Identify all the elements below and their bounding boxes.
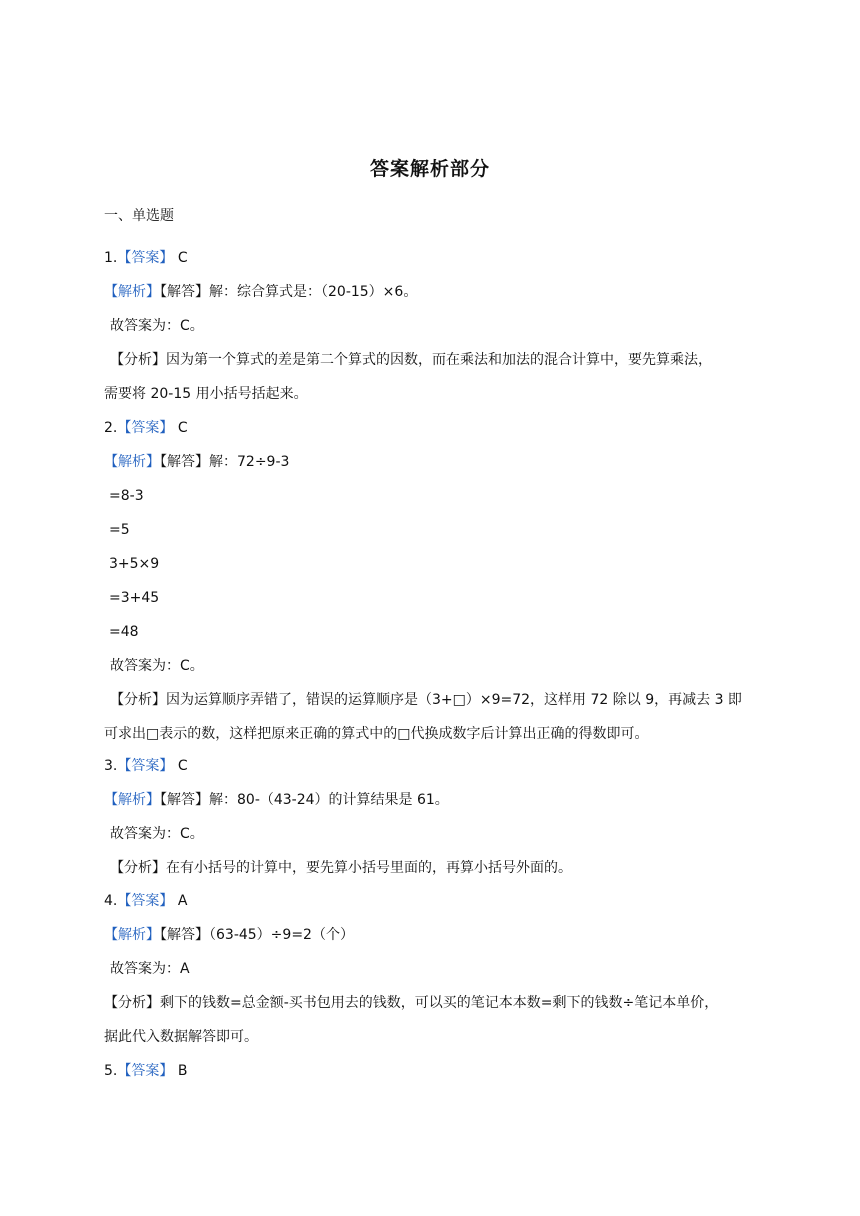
section-heading: 一、单选题 — [104, 208, 174, 224]
q4-fenxi-line-2: 据此代入数据解答即可。 — [104, 1029, 258, 1045]
q4-fenxi-line-1: 【分析】剩下的钱数=总金额-买书包用去的钱数，可以买的笔记本本数=剩下的钱数÷笔记本单价， — [104, 995, 719, 1011]
q2-step: =48 — [109, 624, 139, 640]
q2-step: 3+5×9 — [109, 556, 160, 572]
q4-jieda-text: 【解答】（63-45）÷9=2（个） — [160, 927, 354, 943]
q2-step: =8-3 — [109, 488, 144, 504]
q2-jieda-line — [104, 452, 289, 472]
q1-jieda-line — [104, 282, 417, 302]
q4-jieda-line — [104, 925, 354, 945]
q5-answer-tag: 【答案】 — [117, 1063, 174, 1079]
q1-answer-line — [104, 248, 188, 268]
q4-jiexi-tag: 【解析】 — [104, 927, 160, 943]
q1-answer-tag: 【答案】 — [117, 250, 174, 266]
q4-answer-line — [104, 891, 187, 911]
q3-conclusion: 故答案为：C。 — [110, 826, 204, 842]
q1-answer: C — [177, 250, 188, 266]
q1-jieda-text: 【解答】解：综合算式是：（20-15）×6。 — [160, 284, 418, 300]
q5-number: 5. — [104, 1063, 118, 1079]
q3-answer-line — [104, 756, 188, 776]
q2-jiexi-tag: 【解析】 — [104, 454, 160, 470]
q2-conclusion: 故答案为：C。 — [110, 658, 204, 674]
q1-jiexi-tag: 【解析】 — [104, 284, 160, 300]
q2-answer: C — [177, 420, 188, 436]
q2-fenxi-line-2: 可求出□表示的数，这样把原来正确的算式中的□代换成数字后计算出正确的得数即可。 — [104, 726, 649, 742]
q3-answer-tag: 【答案】 — [117, 758, 174, 774]
q4-conclusion: 故答案为：A — [110, 961, 190, 977]
q1-fenxi-line-1: 【分析】因为第一个算式的差是第二个算式的因数，而在乘法和加法的混合计算中，要先算乘法， — [110, 352, 712, 368]
q2-jieda-text: 【解答】解：72÷9-3 — [160, 454, 290, 470]
q3-fenxi-line-1: 【分析】在有小括号的计算中，要先算小括号里面的，再算小括号外面的。 — [110, 860, 572, 876]
q4-answer: A — [177, 893, 188, 909]
q4-answer-tag: 【答案】 — [117, 893, 174, 909]
page-title: 答案解析部分 — [369, 158, 490, 180]
q1-number: 1. — [104, 250, 118, 266]
q5-answer-line — [104, 1061, 187, 1081]
q3-number: 3. — [104, 758, 118, 774]
q2-step: =5 — [109, 522, 130, 538]
q4-number: 4. — [104, 893, 118, 909]
q2-fenxi-line-1: 【分析】因为运算顺序弄错了，错误的运算顺序是（3+□）×9=72，这样用 72 除以 9，再减去 3 即 — [110, 692, 742, 708]
q1-fenxi-line-2: 需要将 20-15 用小括号括起来。 — [104, 386, 308, 402]
q1-conclusion: 故答案为：C。 — [110, 318, 204, 334]
q3-jieda-line — [104, 790, 449, 810]
q2-step: =3+45 — [109, 590, 160, 606]
q2-answer-tag: 【答案】 — [117, 420, 174, 436]
q3-jiexi-tag: 【解析】 — [104, 792, 160, 808]
q2-answer-line — [104, 418, 188, 438]
q3-jieda-text: 【解答】解：80-（43-24）的计算结果是 61。 — [160, 792, 449, 808]
q3-answer: C — [177, 758, 188, 774]
q2-number: 2. — [104, 420, 118, 436]
q5-answer: B — [177, 1063, 188, 1079]
